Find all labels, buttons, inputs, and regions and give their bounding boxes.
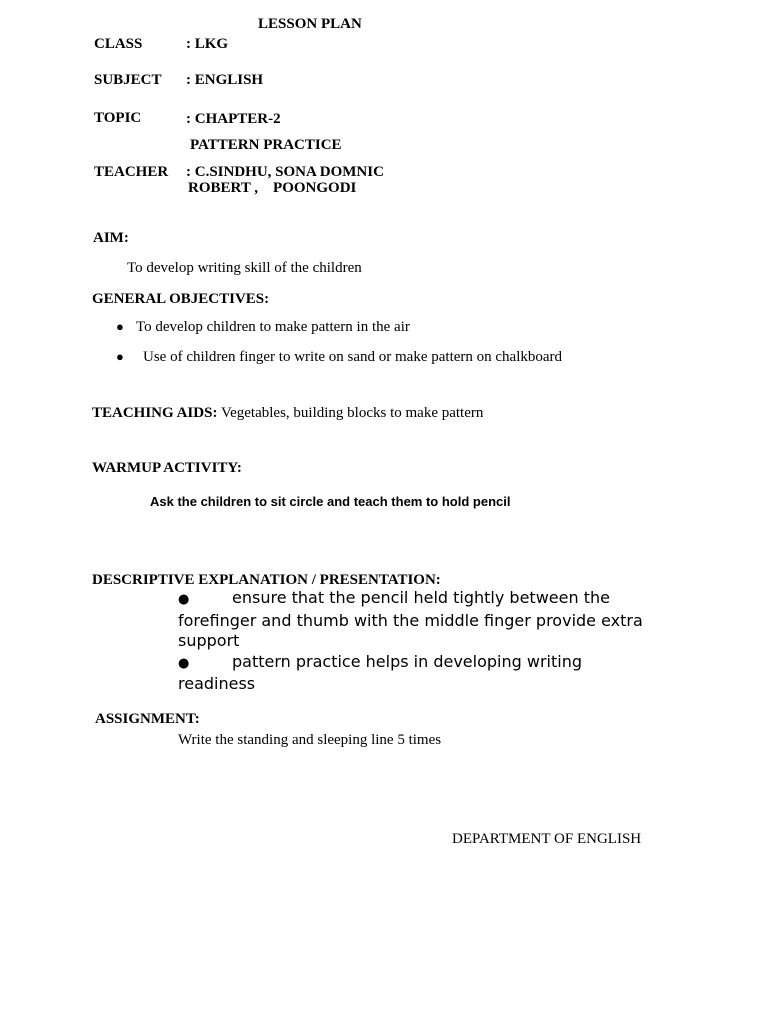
objective-item [116, 319, 410, 336]
aim-text: To develop writing skill of the children [127, 260, 362, 276]
subject-value: : ENGLISH [186, 72, 264, 88]
objective-item [116, 349, 562, 366]
presentation-item [178, 652, 648, 695]
topic-subtitle: PATTERN PRACTICE [190, 137, 342, 153]
aim-heading: AIM: [93, 230, 129, 246]
assignment-heading: ASSIGNMENT: [95, 711, 200, 727]
presentation-text: ensure that the pencil held tightly between the forefinger and thumb with the middle finger provide extra support [178, 588, 643, 650]
bullet-icon: ● [116, 349, 124, 364]
objective-text: To develop children to make pattern in the air [136, 319, 410, 335]
presentation-text: pattern practice helps in developing writing readiness [178, 651, 582, 693]
teaching-aids [92, 405, 483, 422]
objective-text: Use of children finger to write on sand or make pattern on chalkboard [143, 349, 563, 365]
assignment-text: Write the standing and sleeping line 5 times [178, 732, 442, 748]
presentation-item [178, 588, 648, 652]
teacher-label: TEACHER [94, 164, 169, 180]
page-title: LESSON PLAN [258, 16, 362, 32]
warmup-heading: WARMUP ACTIVITY: [92, 460, 242, 476]
subject-label: SUBJECT [94, 72, 162, 88]
presentation-heading: DESCRIPTIVE EXPLANATION / PRESENTATION: [92, 572, 441, 588]
teacher-value-line1: : C.SINDHU, SONA DOMNIC [186, 164, 384, 180]
warmup-text: Ask the children to sit circle and teach them to hold pencil [150, 494, 511, 509]
teaching-aids-text: Vegetables, building blocks to make pattern [220, 405, 484, 421]
topic-value: : CHAPTER-2 [186, 111, 281, 127]
presentation-list [178, 588, 648, 695]
teaching-aids-heading: TEACHING AIDS: [92, 405, 218, 421]
class-value: : LKG [186, 36, 229, 52]
department-footer: DEPARTMENT OF ENGLISH [452, 831, 642, 847]
bullet-icon: ● [178, 592, 190, 607]
bullet-icon: ● [178, 655, 190, 671]
general-objectives-heading: GENERAL OBJECTIVES: [92, 291, 270, 307]
topic-label: TOPIC [94, 110, 142, 126]
bullet-icon: ● [116, 319, 124, 334]
class-label: CLASS [94, 36, 143, 52]
teacher-value-line2: ROBERT , POONGODI [188, 180, 357, 196]
